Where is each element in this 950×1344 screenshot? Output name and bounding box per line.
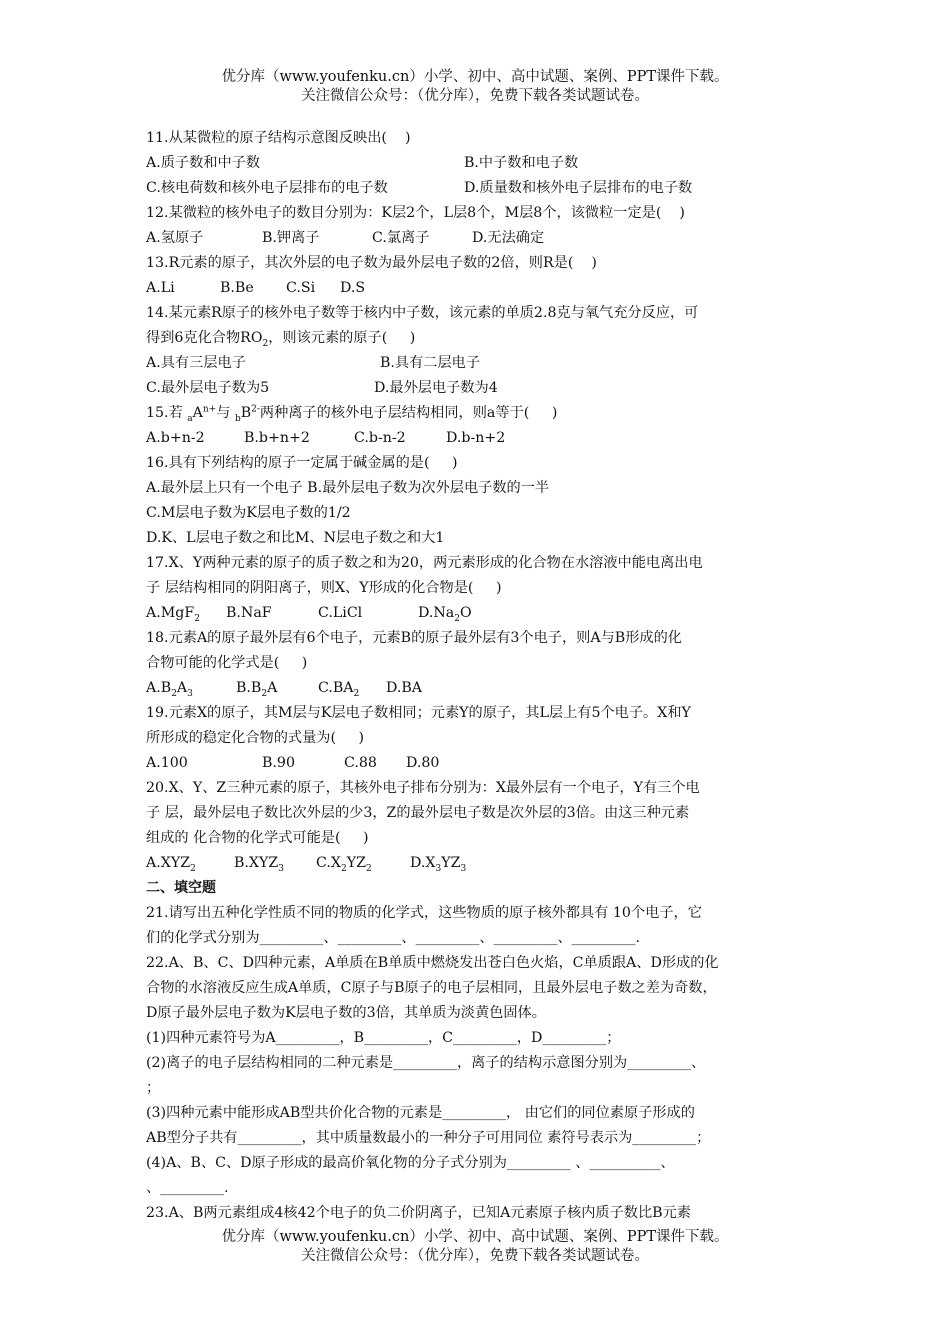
page-footer: [0, 1228, 950, 1266]
q20-option-a: $A.XYZ_2$: [146, 855, 196, 874]
q22-part3-line2: AB型分子共有_________，其中质量数最小的一种分子可用同位 素符号表示为_________；: [146, 1130, 711, 1146]
q19-option-d: D.80: [406, 755, 440, 771]
q11-option-c: C.核电荷数和核外电子层排布的电子数: [146, 180, 388, 196]
q17-option-a: A.MgF$_2$: [146, 605, 200, 624]
q15-stem-prefix: 15.若: [146, 405, 188, 421]
q22-part3-line1: (3)四种元素中能形成AB型共价化合物的元素是_________， 由它们的同位素原子形成的: [146, 1105, 695, 1121]
q11-options-ab: [146, 151, 814, 176]
q13-option-b: B.Be: [220, 280, 254, 296]
q11-options-cd: [146, 176, 814, 201]
q18-option-d: D.BA: [386, 680, 423, 696]
q17-stem-line1: 17.X、Y两种元素的原子的质子数之和为20，两元素形成的化合物在水溶液中能电离出电: [146, 555, 703, 571]
q18-option-a: $A.B_2A_3$: [146, 680, 193, 699]
q18-stem-line1: 18.元素A的原子最外层有6个电子，元素B的原子最外层有3个电子，则A与B形成的化: [146, 630, 682, 646]
q17-option-c: C.LiCl: [318, 605, 363, 621]
q16-options-ab: A.最外层上只有一个电子 B.最外层电子数为次外层电子数的一半: [146, 480, 550, 496]
exam-content: [146, 126, 814, 1226]
q14-option-b: B.具有二层电子: [380, 355, 481, 371]
q18-option-c: $C.BA_2$: [318, 680, 360, 699]
q11-stem: 11.从某微粒的原子结构示意图反映出( ): [146, 130, 411, 146]
q15-option-c: C.b-n-2: [354, 430, 406, 446]
q13-stem: 13.R元素的原子，其次外层的电子数为最外层电子数的2倍，则R是( ): [146, 255, 597, 271]
q19-options: [146, 751, 814, 776]
q21-line1: 21.请写出五种化学性质不同的物质的化学式，这些物质的原子核外都具有 10个电子，它: [146, 905, 702, 921]
q20-stem-line2: 子 层，最外层电子数比次外层的少3，Z的最外层电子数是次外层的3倍。由这三种元素: [146, 805, 690, 821]
footer-line-1: 优分库（www.youfenku.cn）小学、初中、高中试题、案例、PPT课件下载。: [221, 1229, 729, 1245]
q14-stem-tail: ，则该元素的原子( ): [268, 330, 416, 346]
q14-subscript: 2: [262, 338, 269, 349]
q17-option-b: B.NaF: [226, 605, 272, 621]
q14-stem-text: 得到6克化合物RO: [146, 330, 263, 346]
q20-stem-line1: 20.X、Y、Z三种元素的原子，其核外电子排布分别为：X最外层有一个电子，Y有三个电: [146, 780, 700, 796]
q14-stem-line2: [146, 326, 814, 351]
q13-option-d: D.S: [340, 280, 366, 296]
q15-option-a: A.b+n-2: [146, 430, 205, 446]
footer-line-2: 关注微信公众号：（优分库），免费下载各类试题试卷。: [301, 1248, 649, 1264]
q15-a-superscript: n+: [202, 404, 217, 415]
q19-option-b: B.90: [262, 755, 295, 771]
q15-b-superscript: 2-: [251, 404, 260, 415]
q21-line2: 们的化学式分别为_________、_________、_________、_________、_________.: [146, 930, 640, 946]
q12-option-a: A.氢原子: [146, 230, 204, 246]
q15-option-d: D.b-n+2: [446, 430, 506, 446]
q20-option-c: $C.X_2YZ_2$: [316, 855, 372, 874]
q11-option-b: B.中子数和电子数: [464, 155, 579, 171]
q12-stem: 12.某微粒的核外电子的数目分别为：K层2个，L层8个，M层8个，该微粒一定是( ): [146, 205, 685, 221]
page-header: [0, 68, 950, 106]
q12-options: [146, 226, 814, 251]
q11-option-a: A.质子数和中子数: [146, 155, 261, 171]
q15-stem-tail: 两种离子的核外电子层结构相同，则a等于( ): [259, 405, 558, 421]
q19-option-a: A.100: [146, 755, 188, 771]
q16-option-c: C.M层电子数为K层电子数的1/2: [146, 505, 351, 521]
section-fill-in-title: 二、填空题: [146, 880, 216, 896]
q15-a-subscript: a: [187, 413, 193, 424]
q23-line1: 23.A、B两元素组成4核42个电子的负二价阴离子，已知A元素原子核内质子数比B元素: [146, 1205, 691, 1221]
q17-options: [146, 601, 814, 626]
header-line-1: 优分库（www.youfenku.cn）小学、初中、高中试题、案例、PPT课件下载。: [221, 69, 729, 85]
q14-option-a: A.具有三层电子: [146, 355, 246, 371]
q14-stem-line1: 14.某元素R原子的核外电子数等于核内中子数，该元素的单质2.8克与氧气充分反应，可: [146, 305, 699, 321]
q11-option-d: D.质量数和核外电子层排布的电子数: [464, 180, 693, 196]
q15-option-b: B.b+n+2: [244, 430, 310, 446]
q22-part2-line2: ；: [146, 1080, 161, 1096]
q16-option-d: D.K、L层电子数之和比M、N层电子数之和大1: [146, 530, 445, 546]
q14-option-c: C.最外层电子数为5: [146, 380, 270, 396]
q12-option-b: B.钾离子: [262, 230, 320, 246]
q20-option-d: $D.X_3YZ_3$: [410, 855, 467, 874]
q20-option-b: $B.XYZ_3$: [234, 855, 284, 874]
q22-line2: 合物的水溶液反应生成A单质，C原子与B原子的电子层相同，且最外层电子数之差为奇数，: [146, 980, 717, 996]
q13-option-c: C.Si: [286, 280, 316, 296]
q13-option-a: A.Li: [146, 280, 175, 296]
q19-option-c: C.88: [344, 755, 377, 771]
q12-option-d: D.无法确定: [472, 230, 545, 246]
q22-line1: 22.A、B、C、D四种元素，A单质在B单质中燃烧发出苍白色火焰，C单质跟A、D形成的化: [146, 955, 719, 971]
q22-part2-line1: (2)离子的电子层结构相同的二种元素是_________，离子的结构示意图分别为_________、: [146, 1055, 706, 1071]
q22-part4-line2: 、_________.: [146, 1180, 229, 1196]
q22-part4-line1: (4)A、B、C、D原子形成的最高价氧化物的分子式分别为_________ 、__________、: [146, 1155, 675, 1171]
q14-options-cd: [146, 376, 814, 401]
q15-options: [146, 426, 814, 451]
q12-option-c: C.氯离子: [372, 230, 430, 246]
q17-stem-line2: 子 层结构相同的阴阳离子，则X、Y形成的化合物是( ): [146, 580, 502, 596]
q16-stem: 16.具有下列结构的原子一定属于碱金属的是( ): [146, 455, 458, 471]
q18-option-b: $B.B_2A$: [236, 680, 278, 699]
q18-stem-line2: 合物可能的化学式是( ): [146, 655, 308, 671]
q22-line3: D原子最外层电子数为K层电子数的3倍，其单质为淡黄色固体。: [146, 1005, 546, 1021]
q17-option-d: $D.Na_2O$: [418, 605, 472, 624]
q19-stem-line2: 所形成的稳定化合物的式量为( ): [146, 730, 365, 746]
q15-stem-mid: 与: [216, 405, 235, 421]
q20-options: [146, 851, 814, 876]
q15-b-symbol: B: [240, 405, 252, 421]
q15-stem: [146, 401, 814, 426]
header-line-2: 关注微信公众号：（优分库），免费下载各类试题试卷。: [301, 88, 649, 104]
q20-stem-line3: 组成的 化合物的化学式可能是( ): [146, 830, 369, 846]
q19-stem-line1: 19.元素X的原子，其M层与K层电子数相同；元素Y的原子，其L层上有5个电子。X和Y: [146, 705, 691, 721]
q22-part1: (1)四种元素符号为A_________，B_________，C_________，D_________；: [146, 1030, 621, 1046]
q15-a-symbol: A: [192, 405, 203, 421]
q18-options: [146, 676, 814, 701]
q14-options-ab: [146, 351, 814, 376]
q15-b-subscript: b: [234, 413, 241, 424]
q14-option-d: D.最外层电子数为4: [374, 380, 498, 396]
q13-options: [146, 276, 814, 301]
